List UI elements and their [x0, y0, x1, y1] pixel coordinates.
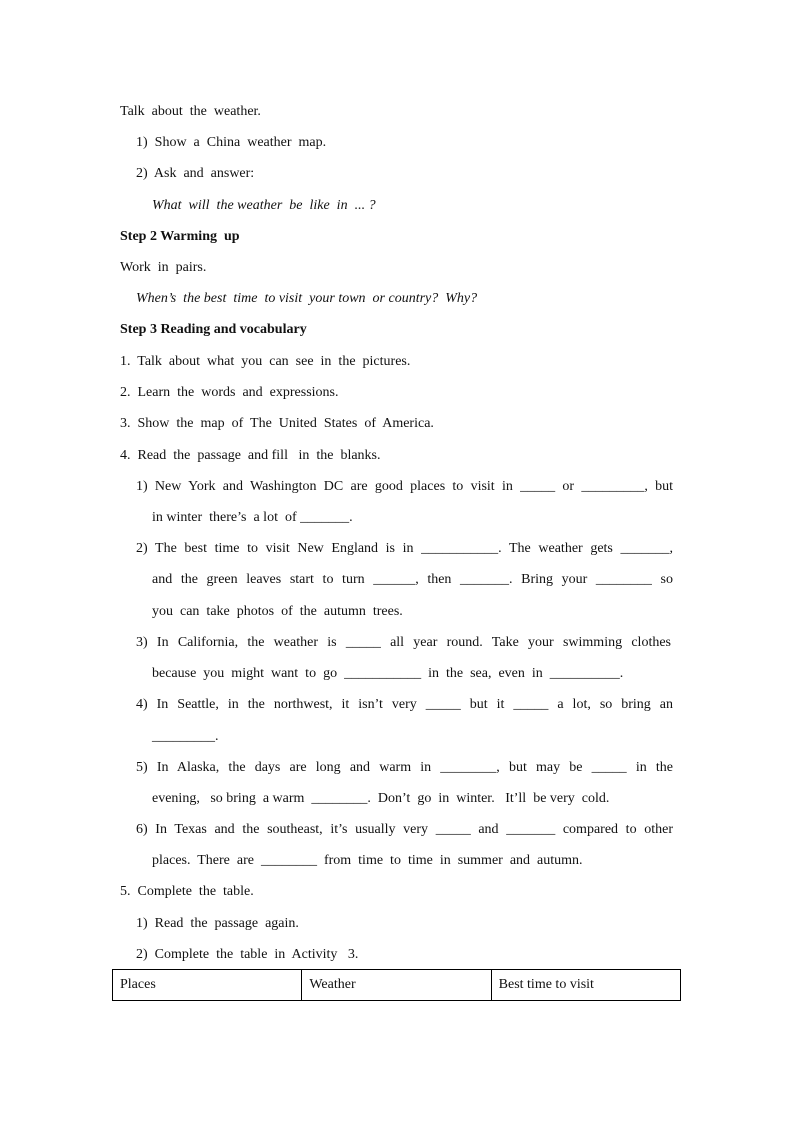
blank-question-1: 1) New York and Washington DC are good places to visit in _____ or _________, but	[136, 479, 673, 494]
blank-question-6: 6) In Texas and the southeast, it’s usually very _____ and _______ compared to other	[136, 822, 673, 837]
blank-question-5-cont: evening, so bring a warm ________. Don’t go in winter. It’ll be very cold.	[152, 791, 610, 806]
list-item: 2) Ask and answer:	[136, 166, 255, 181]
list-item: 2) Complete the table in Activity 3.	[136, 947, 359, 962]
table-header-places: Places	[113, 970, 302, 1001]
blank-question-4: 4) In Seattle, in the northwest, it isn’t very _____ but it _____ a lot, so bring an	[136, 697, 673, 712]
table-header-weather: Weather	[302, 970, 491, 1001]
intro-line: Talk about the weather.	[120, 104, 261, 119]
list-item: 2. Learn the words and expressions.	[120, 385, 339, 400]
activity-table	[112, 969, 681, 1001]
blank-question-3-cont: because you might want to go ___________ in the sea, even in __________.	[152, 666, 624, 681]
list-item: 3. Show the map of The United States of America.	[120, 416, 434, 431]
blank-question-1-cont: in winter there’s a lot of _______.	[152, 510, 353, 525]
section-heading-step3: Step 3 Reading and vocabulary	[120, 322, 307, 337]
list-item: 1) Read the passage again.	[136, 916, 299, 931]
blank-question-5: 5) In Alaska, the days are long and warm in ________, but may be _____ in the	[136, 760, 673, 775]
blank-question-2-cont: you can take photos of the autumn trees.	[152, 604, 403, 619]
section-heading-step2: Step 2 Warming up	[120, 229, 240, 244]
blank-question-2: 2) The best time to visit New England is in ___________. The weather gets _______,	[136, 541, 673, 556]
blank-question-3: 3) In California, the weather is _____ all year round. Take your swimming clothes	[136, 635, 671, 650]
list-item: 1. Talk about what you can see in the pictures.	[120, 354, 411, 369]
table-header-best-time: Best time to visit	[491, 970, 680, 1001]
blank-question-4-cont: _________.	[152, 729, 219, 744]
blank-question-2-cont: and the green leaves start to turn ______, then _______. Bring your ________ so	[152, 572, 673, 587]
list-item: 1) Show a China weather map.	[136, 135, 327, 150]
example-question: When’s the best time to visit your town or country? Why?	[136, 291, 478, 306]
table-header-row	[113, 970, 681, 1001]
list-item: 4. Read the passage and fill in the blanks.	[120, 448, 381, 463]
instruction-line: Work in pairs.	[120, 260, 207, 275]
blank-question-6-cont: places. There are ________ from time to time in summer and autumn.	[152, 853, 583, 868]
example-question: What will the weather be like in ... ?	[152, 198, 376, 213]
list-item: 5. Complete the table.	[120, 884, 254, 899]
